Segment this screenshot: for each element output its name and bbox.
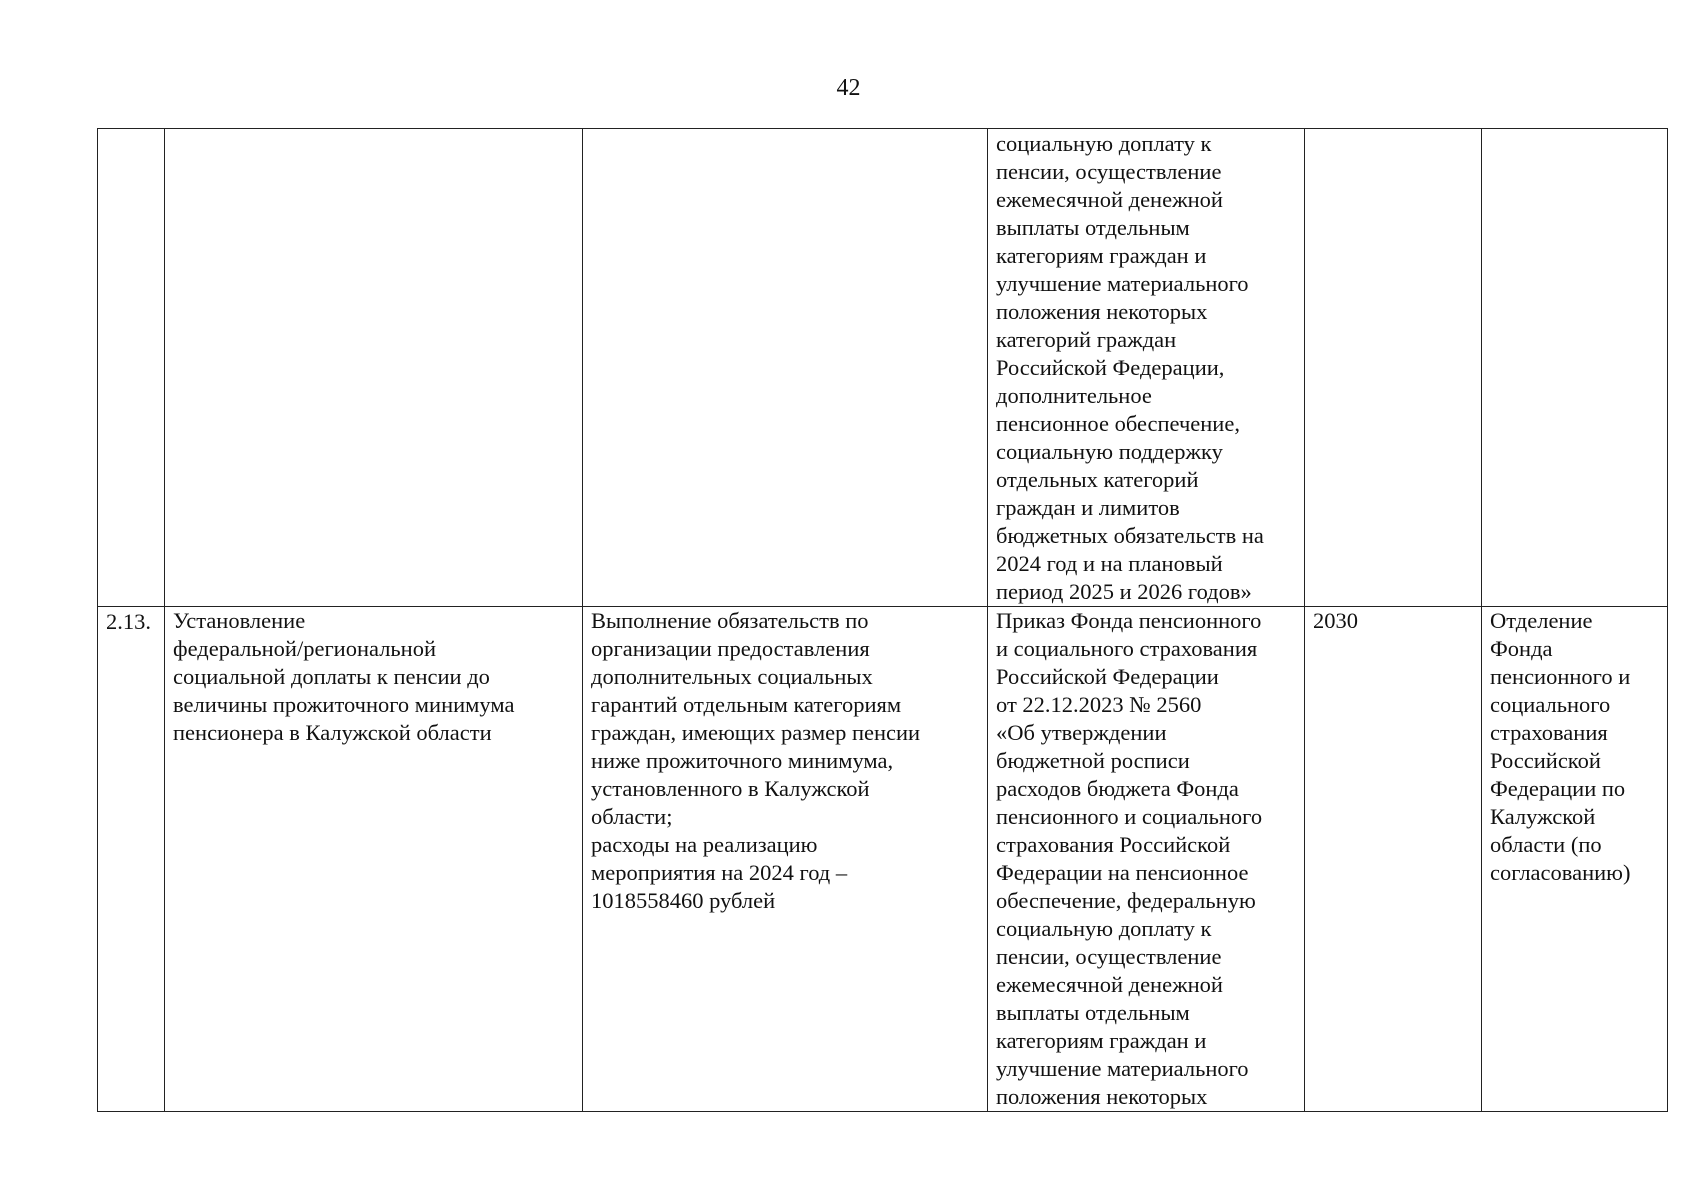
cell-legal-document: социальную доплату к пенсии, осуществление ежемесячной денежной выплаты отдельным категориям граждан и улучшение материального положения некоторых категорий граждан Российской Федерации, дополнительное пенсионное обеспечение, социальную поддержку отдельных категорий граждан и лимитов бюджетных обязательств на 2024 год и на плановый период 2025 и 2026 годов»: [988, 129, 1305, 607]
cell-executor: Отделение Фонда пенсионного и социального страхования Российской Федерации по Калужской области (по согласованию): [1482, 607, 1668, 1112]
table-row-2-13: [98, 607, 1668, 1112]
table-row-continuation: [98, 129, 1668, 607]
cell-number: 2.13.: [98, 607, 165, 1112]
cell-measure-name: [165, 129, 583, 607]
cell-number: [98, 129, 165, 607]
cell-description: Выполнение обязательств по организации предоставления дополнительных социальных гарантий отдельным категориям граждан, имеющих размер пенсии ниже прожиточного минимума, установленного в Калужской области; расходы на реализацию мероприятия на 2024 год – 1018558460 рублей: [583, 607, 988, 1112]
measures-table: [97, 128, 1668, 1112]
cell-legal-document: Приказ Фонда пенсионного и социального страхования Российской Федерации от 22.12.2023 № 2560 «Об утверждении бюджетной росписи расходов бюджета Фонда пенсионного и социального страхования Российской Федерации на пенсионное обеспечение, федеральную социальную доплату к пенсии, осуществление ежемесячной денежной выплаты отдельным категориям граждан и улучшение материального положения некоторых: [988, 607, 1305, 1112]
cell-year: [1305, 129, 1482, 607]
cell-measure-name: Установление федеральной/региональной социальной доплаты к пенсии до величины прожиточного минимума пенсионера в Калужской области: [165, 607, 583, 1112]
cell-description: [583, 129, 988, 607]
page-number: 42: [836, 75, 861, 101]
cell-year: 2030: [1305, 607, 1482, 1112]
cell-executor: [1482, 129, 1668, 607]
